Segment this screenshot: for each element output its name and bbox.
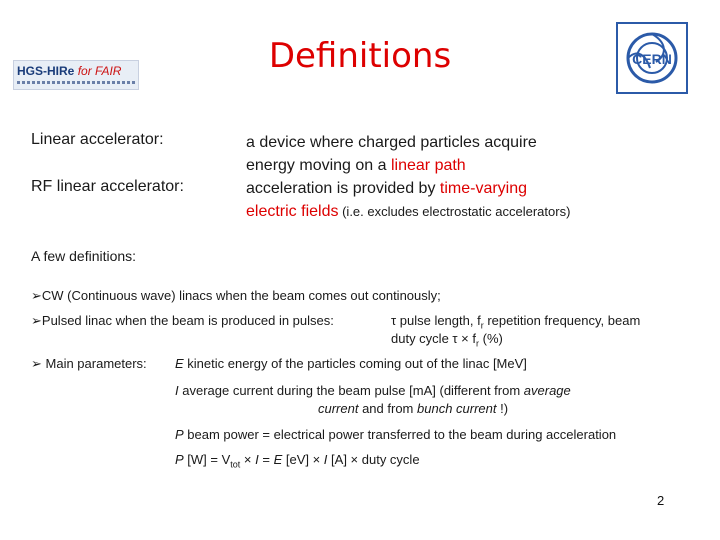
- arrow-bullet-icon: ➢: [31, 314, 42, 329]
- definition-line-1: a device where charged particles acquire: [246, 134, 537, 151]
- page-number: 2: [657, 493, 665, 508]
- bullet-cw: ➢CW (Continuous wave) linacs when the beam comes out continously;: [31, 288, 441, 304]
- arrow-bullet-icon: ➢: [31, 357, 42, 372]
- bullet-pulsed: ➢Pulsed linac when the beam is produced in pulses:: [31, 313, 334, 329]
- hgs-hire-logo: [13, 60, 139, 90]
- page-title: Definitions: [268, 36, 452, 76]
- definition-text: [246, 131, 570, 223]
- bullet-main-parameters: ➢ Main parameters:: [31, 356, 147, 372]
- few-definitions-heading: A few definitions:: [31, 248, 137, 264]
- hgs-hire-logo-text: HGS-HIRe for FAIR: [17, 64, 122, 78]
- pulsed-detail-line-2: duty cycle $\tau \times f_r$ (%): [391, 331, 503, 349]
- power-formula: P $[W] = V_{tot} \times I = E$ [eV] × I [A] × duty cycle: [175, 452, 420, 470]
- arrow-bullet-icon: ➢: [31, 289, 42, 304]
- definition-line-4: electric fields (i.e. excludes electrostatic accelerators): [246, 203, 571, 220]
- param-current: I average current during the beam pulse [mA] (different from average: [175, 383, 571, 398]
- rf-linac-label: RF linear accelerator:: [31, 178, 184, 195]
- param-energy: E kinetic energy of the particles coming out of the linac [MeV]: [175, 356, 527, 371]
- cern-logo: [616, 22, 688, 94]
- definition-line-2: energy moving on a linear path: [246, 157, 466, 174]
- pulsed-detail-line-1: τ pulse length, $f_r$ repetition frequency, beam: [391, 313, 641, 331]
- hgs-hire-logo-subline: [17, 81, 135, 84]
- cern-logo-text: CERN: [632, 51, 672, 67]
- param-power: P beam power = electrical power transferred to the beam during acceleration: [175, 427, 617, 442]
- definition-line-3: acceleration is provided by time-varying: [246, 180, 528, 197]
- linac-label: Linear accelerator:: [31, 131, 164, 148]
- param-current-line-2: current and from bunch current !): [318, 401, 509, 416]
